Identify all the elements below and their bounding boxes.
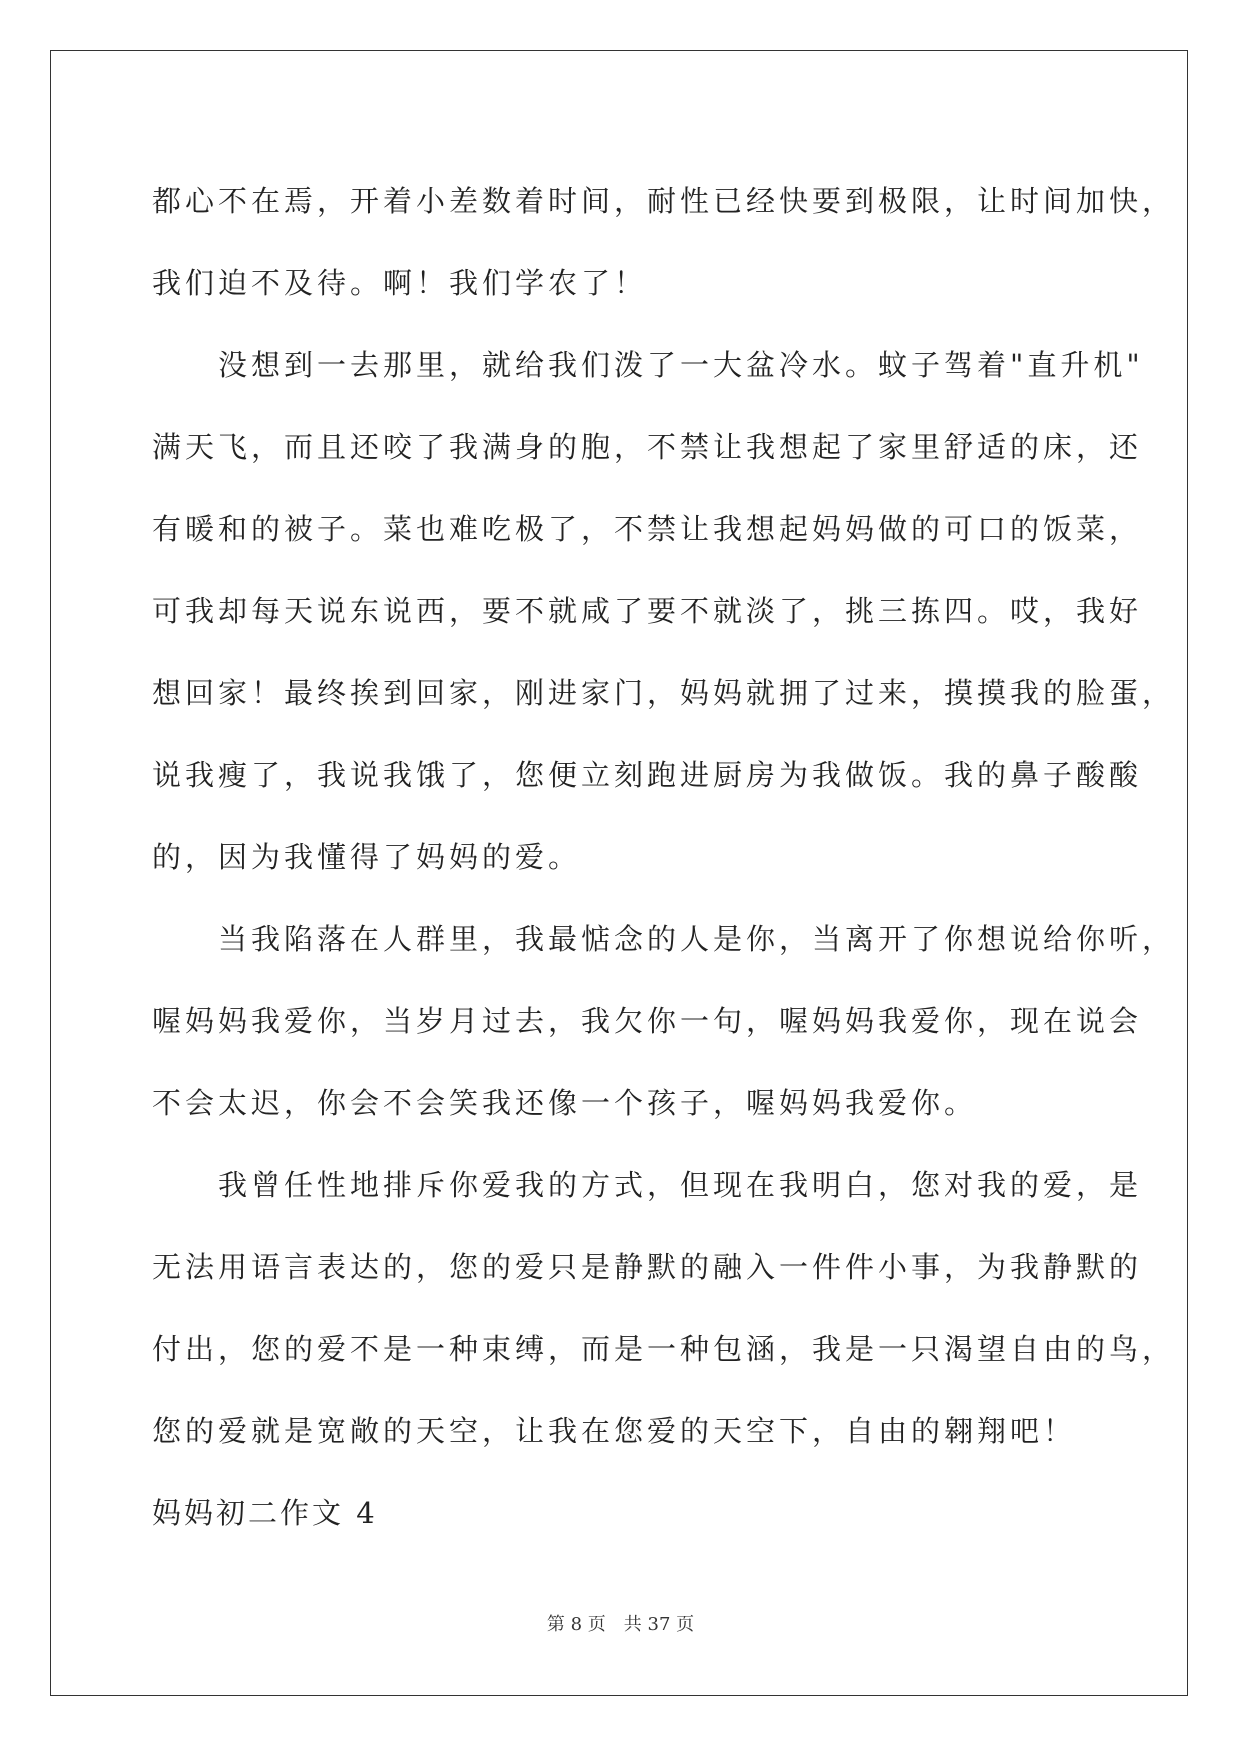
- text-line: 喔妈妈我爱你，当岁月过去，我欠你一句，喔妈妈我爱你，现在说会: [152, 1004, 1143, 1038]
- text-line: 我们迫不及待。啊！我们学农了！: [152, 266, 648, 300]
- text-line: 当我陷落在人群里，我最惦念的人是你，当离开了你想说给你听，: [152, 922, 1176, 956]
- text-line: 付出，您的爱不是一种束缚，而是一种包涵，我是一只渴望自由的鸟，: [152, 1332, 1176, 1366]
- text-line: 我曾任性地排斥你爱我的方式，但现在我明白，您对我的爱，是: [152, 1168, 1143, 1202]
- text-line: 满天飞，而且还咬了我满身的胞，不禁让我想起了家里舒适的床，还: [152, 430, 1143, 464]
- text-line: 没想到一去那里，就给我们泼了一大盆冷水。蚊子驾着"直升机": [152, 348, 1144, 382]
- current-page-label: 第 8 页: [546, 1614, 606, 1635]
- text-line: 您的爱就是宽敞的天空，让我在您爱的天空下，自由的翱翔吧！: [152, 1414, 1077, 1448]
- page-footer: [0, 1610, 1241, 1636]
- text-line: 可我却每天说东说西，要不就咸了要不就淡了，挑三拣四。哎，我好: [152, 594, 1143, 628]
- document-body: [152, 160, 1176, 1554]
- text-line: 的，因为我懂得了妈妈的爱。: [152, 840, 582, 874]
- text-line: 想回家！最终挨到回家，刚进家门，妈妈就拥了过来，摸摸我的脸蛋，: [152, 676, 1176, 710]
- text-line: 不会太迟，你会不会笑我还像一个孩子，喔妈妈我爱你。: [152, 1086, 978, 1120]
- section-heading: 妈妈初二作文 4: [152, 1496, 378, 1530]
- text-line: 有暖和的被子。菜也难吃极了，不禁让我想起妈妈做的可口的饭菜，: [152, 512, 1143, 546]
- text-line: 都心不在焉，开着小差数着时间，耐性已经快要到极限，让时间加快，: [152, 184, 1176, 218]
- total-pages-label: 共 37 页: [623, 1614, 695, 1635]
- text-line: 说我瘦了，我说我饿了，您便立刻跑进厨房为我做饭。我的鼻子酸酸: [152, 758, 1143, 792]
- text-line: 无法用语言表达的，您的爱只是静默的融入一件件小事，为我静默的: [152, 1250, 1143, 1284]
